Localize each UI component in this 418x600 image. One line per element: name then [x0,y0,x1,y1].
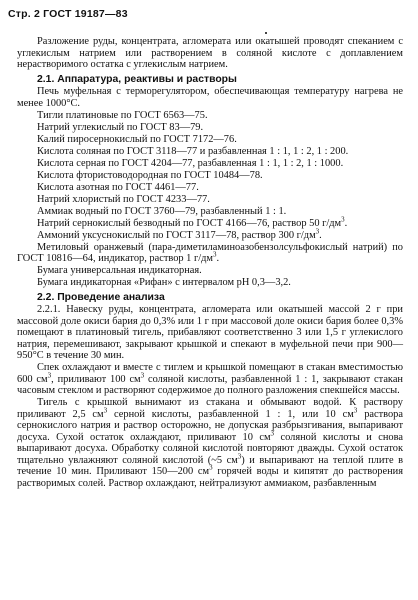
reagent-item: Печь муфельная с терморегулятором, обеспечивающая температуру нагрева не менее 1000°С. [17,86,403,109]
reagent-item [17,215,403,230]
superscript: 3 [209,463,213,472]
reagent-item: Натрий хлористый по ГОСТ 4233—77. [37,193,210,205]
procedure-text: Спек охлаждают и вместе с тиглем и крышкой помещают в стакан вместимостью 600 см [17,362,403,385]
section-heading-2-1: 2.1. Аппаратура, реактивы и растворы [37,73,237,85]
procedure-paragraph [17,397,403,489]
procedure-text: соляной кислоты, разбавленной 1 : 1, закрывают стакан часовым стеклом и растворяют содержимое до полного разложения спекшейся массы. [17,373,403,396]
reagent-text: . [319,229,322,241]
reagent-item: Кислота серная по ГОСТ 4204—77, разбавленная 1 : 1, 1 : 2, 1 : 1000. [37,157,344,169]
superscript: 3 [341,215,345,224]
reagent-item [37,227,403,242]
procedure-text: , приливают 100 см [51,373,141,385]
procedure-paragraph: 2.2.1. Навеску руды, концентрата, агломерата или окатышей массой 2 г при массовой доле окиси бария до 0,3% или 1 г при массовой доле окиси бария более 0,3% помещают в платиновый тигель, прибавляют соответственно 3 или 1,5 г углекислого натрия, перемешивают, закрывают крышкой и спекают в муфельной печи при 900—950°С в течение 30 мин. [17,304,403,361]
superscript: 3 [103,406,108,415]
reagent-item: Бумага универсальная индикаторная. [37,265,202,276]
document-body [17,36,403,490]
procedure-paragraph [17,362,403,397]
superscript: 3 [47,371,52,380]
reagent-text: Метиловый оранжевый (пара-диметиламиноазобензолсульфокислый натрий) по ГОСТ 10816—64, индикатор, раствор 1 г/дм [17,241,403,264]
reagent-text: Аммоний уксуснокислый по ГОСТ 3117—78, раствор 300 г/дм [37,229,316,241]
reagent-item: Натрий углекислый по ГОСТ 83—79. [37,121,204,133]
procedure-text: раствора сернокислого натрия и раствор осторожно, не допуская разбрызгивания, выпаривают досуха. Сухой остаток охлаждают, приливают 10 см [17,408,403,443]
reagent-item: Бумага индикаторная «Рифан» с интервалом pH 0,3—3,2. [37,277,291,288]
procedure-text: соляной кислоты и снова выпаривают досуха. Обработку соляной кислотой повторяют дважды. Сухой остаток тщательно увлажняют соляной кислотой (~5 см [17,431,403,466]
scan-speck [265,32,267,34]
superscript: 3 [237,452,242,461]
superscript: 3 [213,250,217,259]
reagent-text: . [216,253,220,264]
reagent-item: Кислота фтористоводородная по ГОСТ 10484—78. [37,169,263,181]
reagent-item: Кислота соляная по ГОСТ 3118—77 и разбавленная 1 : 1, 1 : 2, 1 : 200. [37,145,349,157]
superscript: 3 [353,406,358,415]
reagent-item: Калий пиросернокислый по ГОСТ 7172—76. [37,133,237,145]
intro-paragraph: Разложение руды, концентрата, агломерата или окатышей проводят спеканием с углекислым натрием или растворением в соляной кислоте с доплавлением нерастворимого остатка с углекислым натрием. [17,36,403,70]
page-header: Стр. 2 ГОСТ 19187—83 [8,8,128,20]
reagent-text: . [344,217,348,229]
section-heading-2-2: 2.2. Проведение анализа [37,291,165,303]
reagent-item: Кислота азотная по ГОСТ 4461—77. [37,181,199,193]
reagent-item: Аммиак водный по ГОСТ 3760—79, разбавленный 1 : 1. [37,205,287,217]
reagent-item: Тигли платиновые по ГОСТ 6563—75. [37,109,208,121]
superscript: 3 [270,429,275,438]
superscript: 3 [315,227,320,236]
procedure-text: Тигель с крышкой вынимают из стакана и обмывают водой. К раствору приливают 2,5 см [17,397,403,420]
reagent-text: Натрий сернокислый безводный по ГОСТ 4166—76, раствор 50 г/дм [37,217,342,229]
procedure-text: ) и выпаривают на теплой плите в течение 10 мин. Приливают 150—200 см [17,454,403,477]
reagent-item [17,242,403,265]
superscript: 3 [140,371,145,380]
procedure-text: серной кислоты, разбавленной 1 : 1, или 10 см [107,408,354,420]
procedure-text: горячей воды и кипятят до растворения растворимых солей. Раствор охлаждают, нейтрализуют аммиаком, разбавленным [17,466,403,489]
